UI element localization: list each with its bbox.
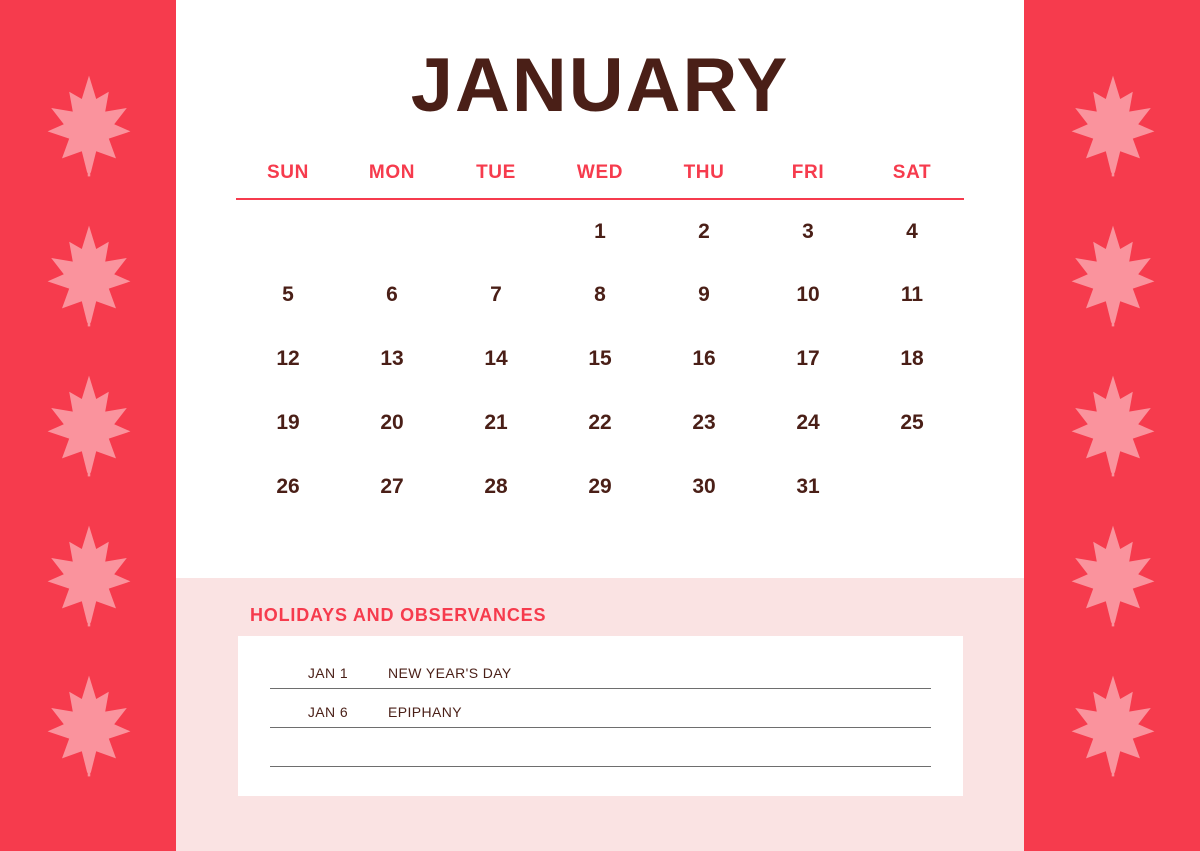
- day-cell[interactable]: 9: [698, 283, 710, 306]
- holiday-name: [348, 759, 388, 766]
- day-cell[interactable]: 21: [484, 411, 508, 434]
- maple-leaf-icon: [1068, 522, 1158, 630]
- day-cell[interactable]: 7: [490, 283, 502, 306]
- day-cell[interactable]: 25: [900, 411, 924, 434]
- holiday-name: NEW YEAR'S DAY: [388, 665, 512, 681]
- weekday-header-row: [236, 162, 964, 199]
- weekday-header-mon: MON: [340, 162, 444, 199]
- day-cell[interactable]: 14: [484, 347, 508, 370]
- list-item[interactable]: [270, 728, 931, 767]
- maple-leaf-icon: [1068, 372, 1158, 480]
- day-cell[interactable]: 1: [594, 219, 606, 243]
- day-cell[interactable]: 8: [594, 283, 606, 306]
- day-cell[interactable]: [444, 199, 548, 263]
- list-item[interactable]: [270, 689, 931, 728]
- day-cell[interactable]: 11: [900, 283, 924, 306]
- day-cell[interactable]: 20: [380, 411, 404, 434]
- calendar-week-row: [236, 455, 964, 519]
- maple-leaf-icon: [44, 372, 134, 480]
- weekday-header-wed: WED: [548, 162, 652, 199]
- day-cell[interactable]: 29: [588, 475, 612, 498]
- day-cell[interactable]: 10: [796, 283, 820, 306]
- holidays-title: HOLIDAYS AND OBSERVANCES: [250, 605, 547, 625]
- day-cell[interactable]: 28: [484, 475, 508, 498]
- day-cell[interactable]: 4: [906, 219, 918, 243]
- day-cell[interactable]: 23: [692, 411, 716, 434]
- day-cell[interactable]: [860, 455, 964, 519]
- calendar-week-row: [236, 263, 964, 327]
- day-cell[interactable]: 24: [796, 411, 820, 434]
- day-cell[interactable]: 3: [802, 219, 814, 243]
- maple-leaf-icon: [1068, 672, 1158, 780]
- day-cell[interactable]: 22: [588, 411, 612, 434]
- day-cell[interactable]: [236, 199, 340, 263]
- maple-leaf-icon: [1068, 72, 1158, 180]
- weekday-header-tue: TUE: [444, 162, 548, 199]
- day-cell[interactable]: 2: [698, 219, 710, 243]
- day-cell[interactable]: 26: [276, 475, 300, 498]
- maple-leaf-icon: [44, 72, 134, 180]
- day-cell[interactable]: 18: [900, 347, 924, 370]
- weekday-header-thu: THU: [652, 162, 756, 199]
- page-title: JANUARY: [410, 43, 790, 128]
- holidays-list: [238, 636, 963, 796]
- day-cell[interactable]: 15: [588, 347, 612, 370]
- day-cell[interactable]: 16: [692, 347, 716, 370]
- holiday-date: [270, 759, 348, 766]
- calendar-week-row: [236, 391, 964, 455]
- calendar-week-row: [236, 327, 964, 391]
- weekday-header-sat: SAT: [860, 162, 964, 199]
- day-cell[interactable]: 5: [282, 283, 294, 306]
- maple-leaf-icon: [44, 522, 134, 630]
- weekday-header-sun: SUN: [236, 162, 340, 199]
- holiday-date: JAN 1: [307, 665, 348, 681]
- day-cell[interactable]: [340, 199, 444, 263]
- day-cell[interactable]: 19: [276, 411, 300, 434]
- day-cell[interactable]: 31: [796, 475, 820, 498]
- day-cell[interactable]: 27: [380, 475, 404, 498]
- day-cell[interactable]: 12: [276, 347, 300, 370]
- maple-leaf-icon: [44, 222, 134, 330]
- decor-column-left: [0, 0, 176, 851]
- day-cell[interactable]: 13: [380, 347, 404, 370]
- day-cell[interactable]: 17: [796, 347, 820, 370]
- day-cell[interactable]: 6: [386, 283, 398, 306]
- list-item[interactable]: [270, 650, 931, 689]
- calendar-grid: [176, 162, 1024, 519]
- holiday-name: EPIPHANY: [388, 704, 462, 720]
- weekday-header-fri: FRI: [756, 162, 860, 199]
- calendar-week-row: [236, 199, 964, 263]
- maple-leaf-icon: [1068, 222, 1158, 330]
- maple-leaf-icon: [44, 672, 134, 780]
- day-cell[interactable]: 30: [692, 475, 716, 498]
- holiday-date: JAN 6: [307, 704, 348, 720]
- decor-column-right: [1024, 0, 1200, 851]
- holidays-section: [176, 578, 1024, 851]
